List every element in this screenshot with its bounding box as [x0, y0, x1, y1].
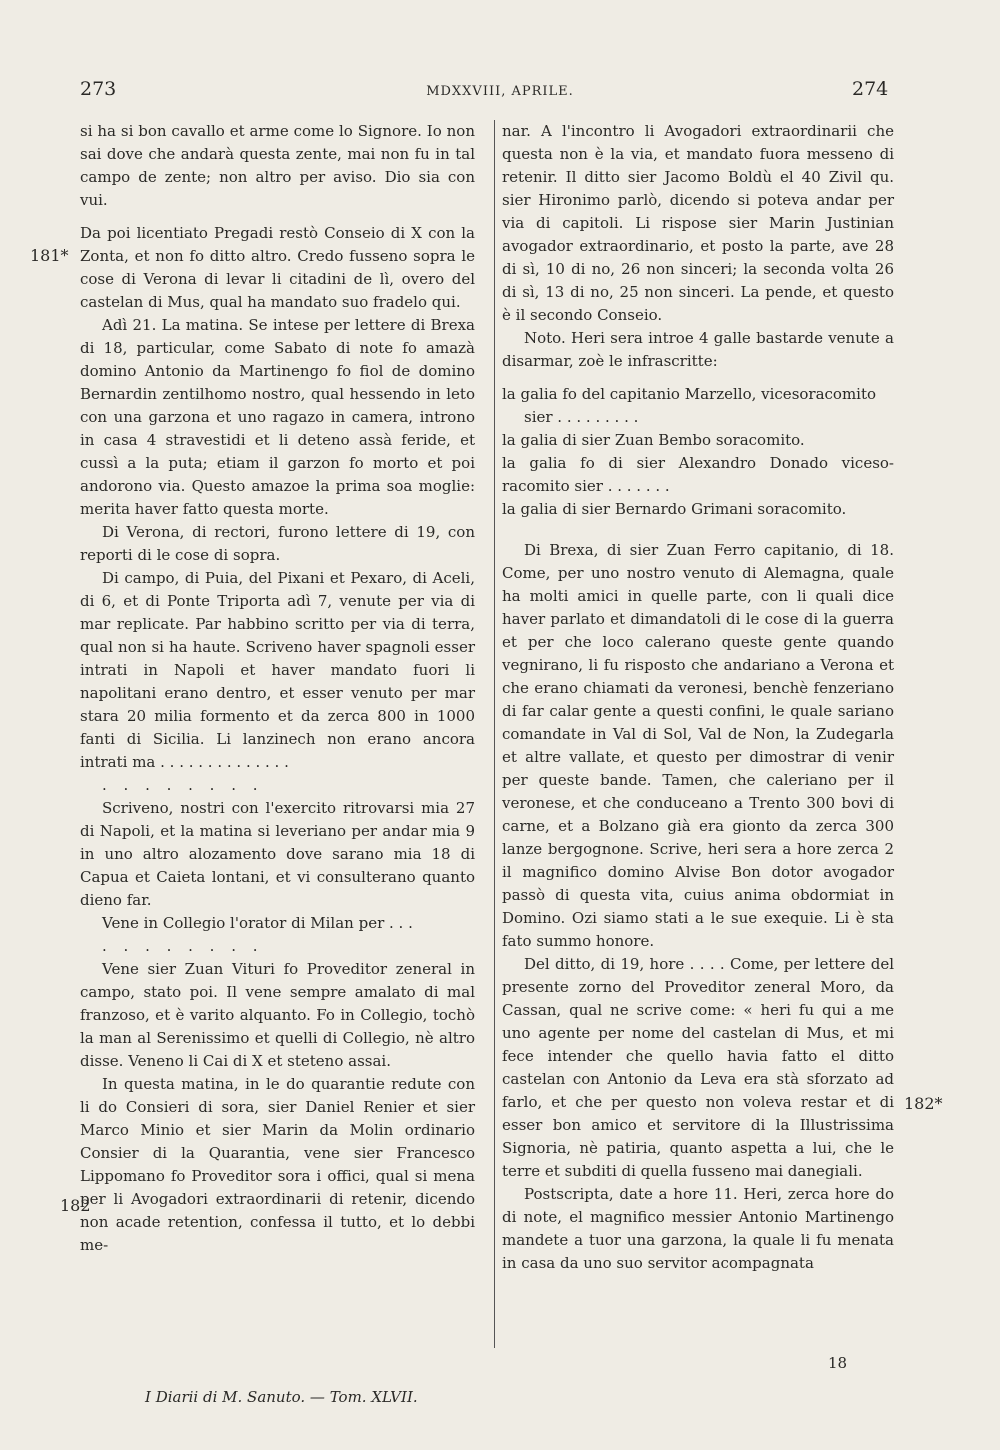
- paragraph: Noto. Heri sera introe 4 galle bastarde venute a disarmar, zoè le infrascritte:: [502, 329, 894, 370]
- signature-mark: 18: [828, 1354, 848, 1372]
- paragraph: Di Brexa, di sier Zuan Ferro capitanio, di 18. Come, per uno nostro venuto di Alemagna, quale ha molti amici in quelle parte, con li quali dice haver parlato et dimandatoli di le cose di la guerra et per che loco calerano queste gente quando vegnirano, li fu risposto che andariano a Verona et che erano chiamati da veronesi, benchè fenzeriano di far calar gente a questi confini, le quale sariano comandate in Val di Sol, Val de Non, la Zudegarla et altre vallate, et questo per dimostrar di venir per queste bande. Tamen, che caleriano per il veronese, et che conduceano a Trento 300 bovi di carne, et a Bolzano già era gionto da zerca 300 lanze bergognone. Scrive, heri sera a hore zerca 2 il magnifico domino Alvise Bon dotor avogador passò di questa vita, cuius anima obdormiat in Domino. Ozi siamo stati a le sue exequie. Li è sta fato summo honore.: [502, 541, 894, 950]
- paragraph: Del ditto, di 19, hore . . . . Come, per lettere del presente zorno del Proveditor zeneral Moro, da Cassan, qual ne scrive come: « heri fu qui a me uno agente per nome del castelan di Mus, et mi fece intender che quello havia fatto el ditto castelan con Antonio da Leva era stà sforzato ad farlo, et che per questo non voleva restar et di esser bon amico et servitore di la Illustrissima Signoria, nè patiria, quanto aspetta a lui, che le terre et subditi di quella fusseno mai danegiali.: [502, 955, 894, 1180]
- running-header: MDXXVIII, APRILE.: [426, 84, 574, 99]
- left-column: [80, 120, 475, 1257]
- right-column: [502, 120, 894, 1275]
- paragraph: Vene in Collegio l'orator di Milan per . . .: [102, 914, 413, 932]
- margin-note-181: 181*: [30, 246, 69, 265]
- paragraph: nar. A l'incontro li Avogadori extraordinarii che questa non è la via, et mandato fuora messeno di retenir. Il ditto sier Jacomo Boldù el 40 Zivil qu. sier Hironimo parlò, dicendo si poteva andar per via di capitoli. Li rispose sier Marin Justinian avogador extraordinario, et posto la parte, ave 28 di sì, 10 di no, 26 non sinceri; la seconda volta 26 di sì, 13 di no, 25 non sinceri. La pende, et questo è il secondo Conseio.: [502, 122, 894, 324]
- margin-note-182: 182: [60, 1196, 91, 1215]
- paragraph: Scriveno, nostri con l'exercito ritrovarsi mia 27 di Napoli, et la matina si leveriano per andar mia 9 in uno altro alozamento dove sarano mia 18 di Capua et Caieta lontani, et vi consulterano quanto dieno far.: [80, 799, 475, 909]
- column-divider: [494, 120, 495, 1348]
- paragraph: In questa matina, in le do quarantie redute con li do Consieri di sora, sier Daniel Renier et sier Marco Minio et sier Marin da Molin ordinario Consier di la Quarantia, vene sier Francesco Lippomano fo Proveditor sora i offici, qual si mena per li Avogadori extraordinarii di retenir, dicendo non acade retention, confessa il tutto, et lo debbi me-: [80, 1075, 475, 1254]
- paragraph: Da poi licentiato Pregadi restò Conseio di X con la Zonta, et non fo ditto altro. Credo fusseno sopra le cose di Verona di levar li citadini de lì, overo del castelan di Mus, qual ha mandato suo fradelo qui.: [80, 224, 475, 311]
- page-number-right: 274: [852, 78, 889, 100]
- list-item: la galia fo del capitanio Marzello, vicesoracomito: [502, 385, 877, 403]
- paragraph: Di campo, di Puia, del Pixani et Pexaro, di Aceli, di 6, et di Ponte Triporta adì 7, venute per via di mar replicate. Par habbino scritto per via di terra, qual non si ha haute. Scriveno haver spagnoli esser intrati in Napoli et haver mandato fuori li napolitani erano dentro, et esser venuto per mar stara 20 milia formento et da zerca 800 in 1000 fanti di Sicilia. Li lanzinech non erano ancora intrati ma . . . . . . . . . . . . . .: [80, 569, 475, 771]
- paragraph: Vene sier Zuan Vituri fo Proveditor zeneral in campo, stato poi. Il vene sempre amalato di mal franzoso, et è varito alquanto. Fo in Collegio, tochò la man al Serenissimo et quelli di Collegio, nè altro disse. Veneno li Cai di X et steteno assai.: [80, 960, 475, 1070]
- list-item: la galia di sier Bernardo Grimani soracomito.: [502, 500, 847, 518]
- elision-dots: . . . . . . . .: [102, 937, 264, 955]
- list-item: la galia di sier Zuan Bembo soracomito.: [502, 431, 805, 449]
- elision-dots: . . . . . . . .: [102, 776, 264, 794]
- list-item: sier . . . . . . . . .: [524, 408, 639, 426]
- paragraph: Postscripta, date a hore 11. Heri, zerca hore do di note, el magnifico messier Antonio Martinengo mandete a tuor una garzona, la quale li fu menata in casa da uno suo servitor acompagnata: [502, 1185, 894, 1272]
- list-item: la galia fo di sier Alexandro Donado vicesoracomito sier . . . . . . .: [502, 454, 894, 495]
- margin-note-182-right: 182*: [904, 1094, 943, 1113]
- page-number-left: 273: [80, 78, 117, 100]
- paragraph: Di Verona, di rectori, furono lettere di 19, con reporti di le cose di sopra.: [80, 523, 475, 564]
- paragraph: Adì 21. La matina. Se intese per lettere di Brexa di 18, particular, come Sabato di note fo amazà domino Antonio da Martinengo fo fiol de domino Bernardin zentilhomo nostro, qual hessendo in leto con una garzona et uno ragazo in camera, introno in casa 4 stravestidi et li deteno assà feride, et cussì a la puta; etiam il garzon fo morto et poi andorono via. Questo amazoe la prima soa moglie: merita haver fatto questa morte.: [80, 316, 475, 518]
- paragraph: si ha si bon cavallo et arme come lo Signore. Io non sai dove che andarà questa zente, mai non fu in tal campo de zente; non altro per aviso. Dio sia con vui.: [80, 122, 475, 209]
- footer-title: I Diarii di M. Sanuto. — Tom. XLVII.: [145, 1388, 418, 1406]
